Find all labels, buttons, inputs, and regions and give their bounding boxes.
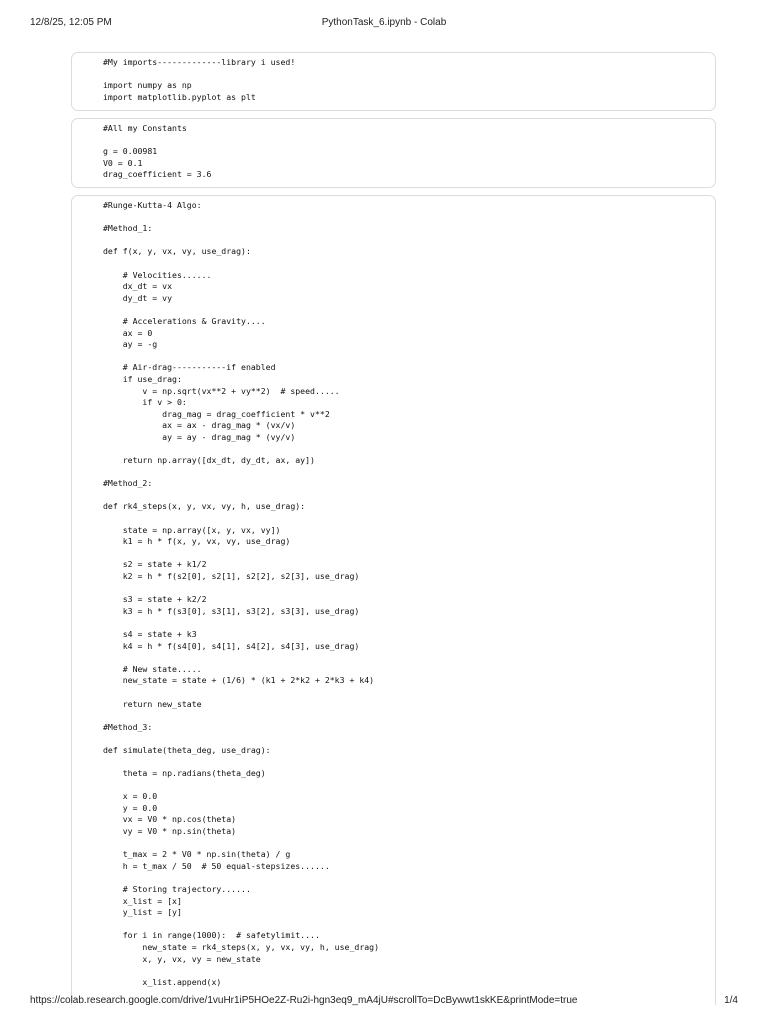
code-cell-imports[interactable] <box>71 52 716 111</box>
print-datetime: 12/8/25, 12:05 PM <box>30 17 112 28</box>
code-cell-source: #Runge-Kutta-4 Algo: #Method_1: def f(x, y, vx, vy, use_drag): # Velocities...... dx_dt = vx dy_dt = vy # Accelerations & Gravity.... ax = 0 ay = -g # Air-drag-----------if enabled if use_drag: v = np.sqrt(vx**2 + vy**2) # speed..... if v > 0: drag_mag = drag_coefficient * v**2 ax = ax - drag_mag * (vx/v) ay = ay - drag_mag * (vy/v) return np.array([dx_dt, dy_dt, ax, ay]) #Method_2: def rk4_steps(x, y, vx, vy, h, use_drag): state = np.array([x, y, vx, vy]) k1 = h * f(x, y, vx, vy, use_drag) s2 = state + k1/2 k2 = h * f(s2[0], s2[1], s2[2], s2[3], use_drag) s3 = state + k2/2 k3 = h * f(s3[0], s3[1], s3[2], s3[3], use_drag) s4 = state + k3 k4 = h * f(s4[0], s4[1], s4[2], s4[3], use_drag) # New state..... new_state = state + (1/6) * (k1 + 2*k2 + 2*k3 + k4) return new_state #Method_3: def simulate(theta_deg, use_drag): theta = np.radians(theta_deg) x = 0.0 y = 0.0 vx = V0 * np.cos(theta) vy = V0 * np.sin(theta) t_max = 2 * V0 * np.sin(theta) / g h = t_max / 50 # 50 equal-stepsizes...... # Storing trajectory...... x_list = [x] y_list = [y] for i in range(1000): # safetylimit.... new_state = rk4_steps(x, y, vx, vy, h, use_drag) x, y, vx, vy = new_state x_list.append(x) <box>103 200 380 987</box>
code-cell-rk4[interactable] <box>71 195 716 1005</box>
code-cell-source: #My imports-------------library i used! import numpy as np import matplotlib.pyplot as plt <box>103 57 296 102</box>
code-cell-constants[interactable] <box>71 118 716 188</box>
page-number: 1/4 <box>724 995 738 1006</box>
notebook-title: PythonTask_6.ipynb - Colab <box>321 17 447 28</box>
code-cell-source: #All my Constants g = 0.00981 V0 = 0.1 drag_coefficient = 3.6 <box>103 123 212 180</box>
page-url: https://colab.research.google.com/drive/1vuHr1iP5HOe2Z-Ru2i-hgn3eq9_mA4jU#scrollTo=DcBywwt1skKE&printMode=true <box>30 995 578 1006</box>
